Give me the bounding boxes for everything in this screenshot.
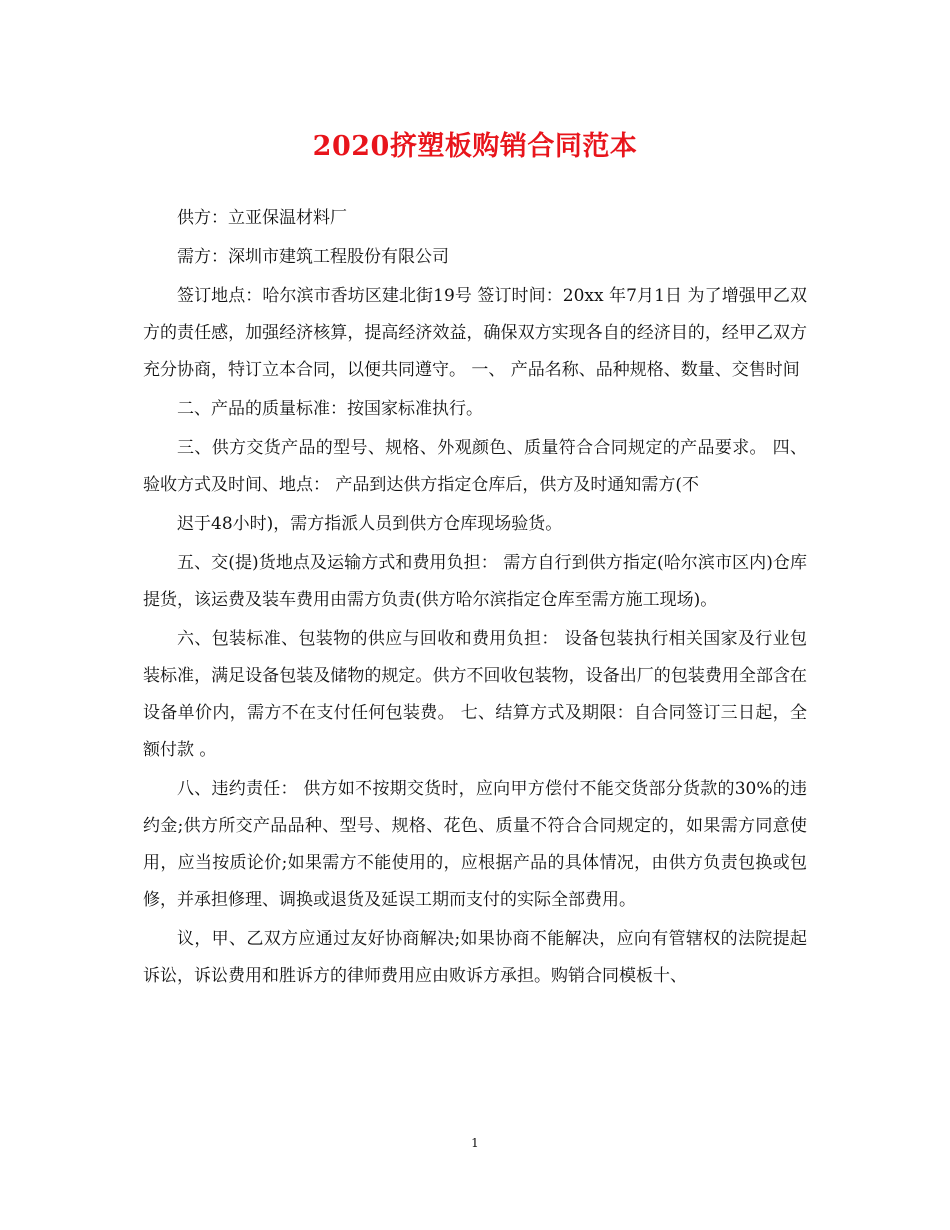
delivery-spec-paragraph: 三、供方交货产品的型号、规格、外观颜色、质量符合合同规定的产品要求。 四、验收方式及时间、地点： 产品到达供方指定仓库后，供方及时通知需方(不 (143, 438, 807, 495)
dispute-paragraph: 议，甲、乙双方应通过友好协商解决;如果协商不能解决，应向有管辖权的法院提起诉讼，诉讼费用和胜诉方的律师费用应由败诉方承担。购销合同模板十、 (143, 929, 807, 986)
page-number: 1 (471, 1136, 479, 1150)
signing-paragraph: 签订地点：哈尔滨市香坊区建北街19号 签订时间：20xx 年7月1日 为了增强甲乙双方的责任感，加强经济核算，提高经济效益，确保双方实现各自的经济目的，经甲乙双方充分协商，特订立本合同，以便共同遵守。 一、 产品名称、品种规格、数量、交售时间 (143, 286, 807, 380)
document-title: 2020挤塑板购销合同范本 (312, 131, 638, 162)
inspection-paragraph: 迟于48小时)，需方指派人员到供方仓库现场验货。 (177, 514, 563, 534)
packaging-paragraph: 六、包装标准、包装物的供应与回收和费用负担： 设备包装执行相关国家及行业包装标准，满足设备包装及储物的规定。供方不回收包装物，设备出厂的包装费用全部含在设备单价内，需方不在支付任何包装费。 七、结算方式及期限：自合同签订三日起，全额付款 。 (143, 629, 807, 760)
quality-standard-paragraph: 二、产品的质量标准：按国家标准执行。 (177, 399, 483, 419)
liability-paragraph: 八、违约责任： 供方如不按期交货时，应向甲方偿付不能交货部分货款的30%的违约金;供方所交产品品种、型号、规格、花色、质量不符合合同规定的，如果需方同意使用，应当按质论价;如果需方不能使用的，应根据产品的具体情况，由供方负责包换或包修，并承担修理、调换或退货及延误工期而支付的实际全部费用。 (143, 779, 807, 910)
buyer-line: 需方：深圳市建筑工程股份有限公司 (177, 247, 449, 267)
document-body (143, 200, 807, 997)
supplier-line: 供方：立亚保温材料厂 (177, 208, 347, 228)
transport-paragraph: 五、交(提)货地点及运输方式和费用负担： 需方自行到供方指定(哈尔滨市区内)仓库提货，该运费及装车费用由需方负责(供方哈尔滨指定仓库至需方施工现场)。 (143, 553, 807, 610)
